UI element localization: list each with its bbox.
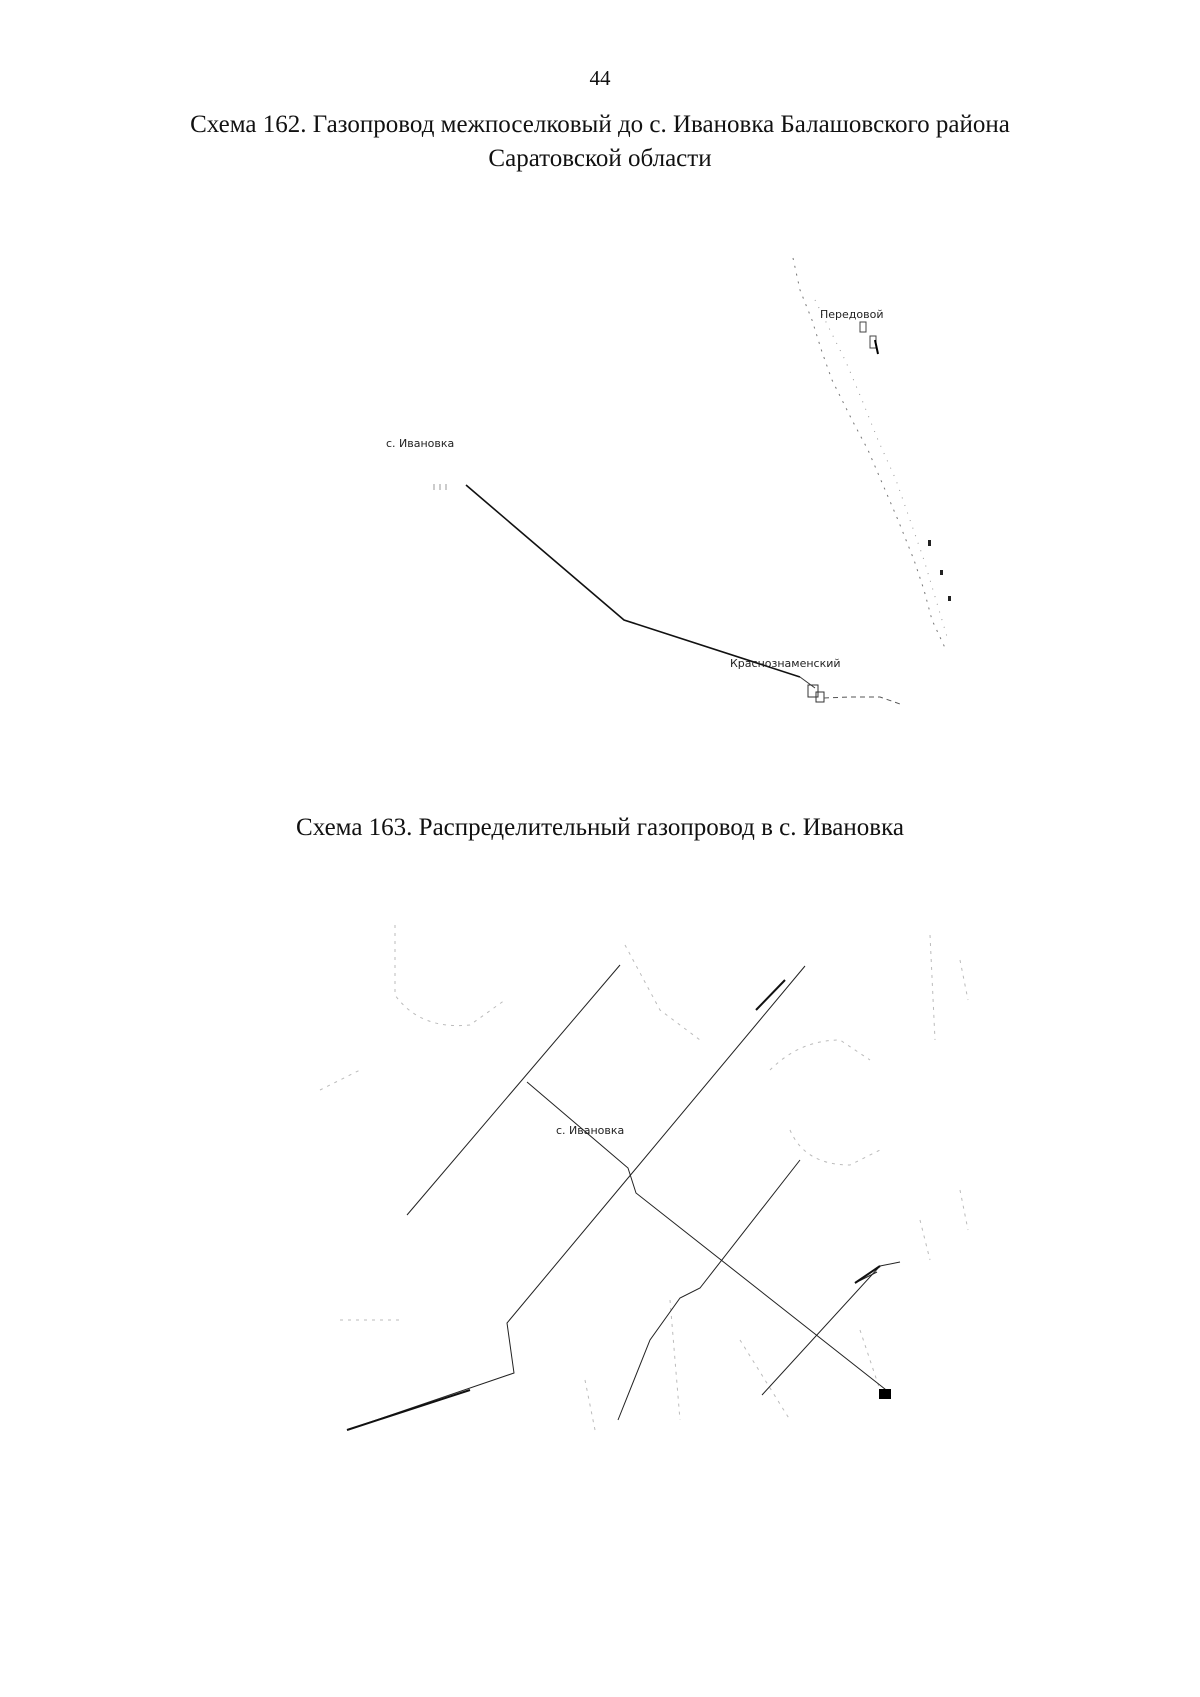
distribution-pipeline-network bbox=[347, 965, 900, 1430]
ivanovka-settlement-marks bbox=[434, 484, 446, 490]
page-number: 44 bbox=[589, 66, 611, 90]
scheme-162-caption-line2: Саратовской области bbox=[488, 145, 712, 172]
label-peredovoy: Передовой bbox=[820, 308, 884, 321]
scheme-162-caption-line1: Схема 162. Газопровод межпоселковый до с. Ивановка Балашовского района bbox=[190, 111, 1010, 138]
scheme-163-caption: Схема 163. Распределительный газопровод в с. Ивановка bbox=[296, 814, 904, 841]
label-ivanovka-162: с. Ивановка bbox=[386, 437, 455, 450]
label-krasnoznamensky: Краснознаменский bbox=[730, 657, 841, 670]
label-ivanovka-163: с. Ивановка bbox=[556, 1124, 625, 1137]
road-east-marks bbox=[928, 540, 951, 601]
background-streets bbox=[320, 925, 968, 1430]
road-dotted-east-2 bbox=[815, 300, 948, 640]
scheme-163-map bbox=[320, 925, 968, 1430]
peredovoy-settlement-marks bbox=[860, 322, 878, 354]
scheme-162-map bbox=[386, 258, 951, 704]
pipeline-thick-segments bbox=[347, 980, 880, 1430]
gas-pipeline-intersettlement bbox=[466, 485, 800, 677]
krasnoznamensky-settlement-marks bbox=[800, 677, 900, 704]
road-dotted-east bbox=[793, 258, 946, 650]
gas-supply-point bbox=[879, 1389, 891, 1399]
scheme-162-caption bbox=[150, 108, 1050, 176]
